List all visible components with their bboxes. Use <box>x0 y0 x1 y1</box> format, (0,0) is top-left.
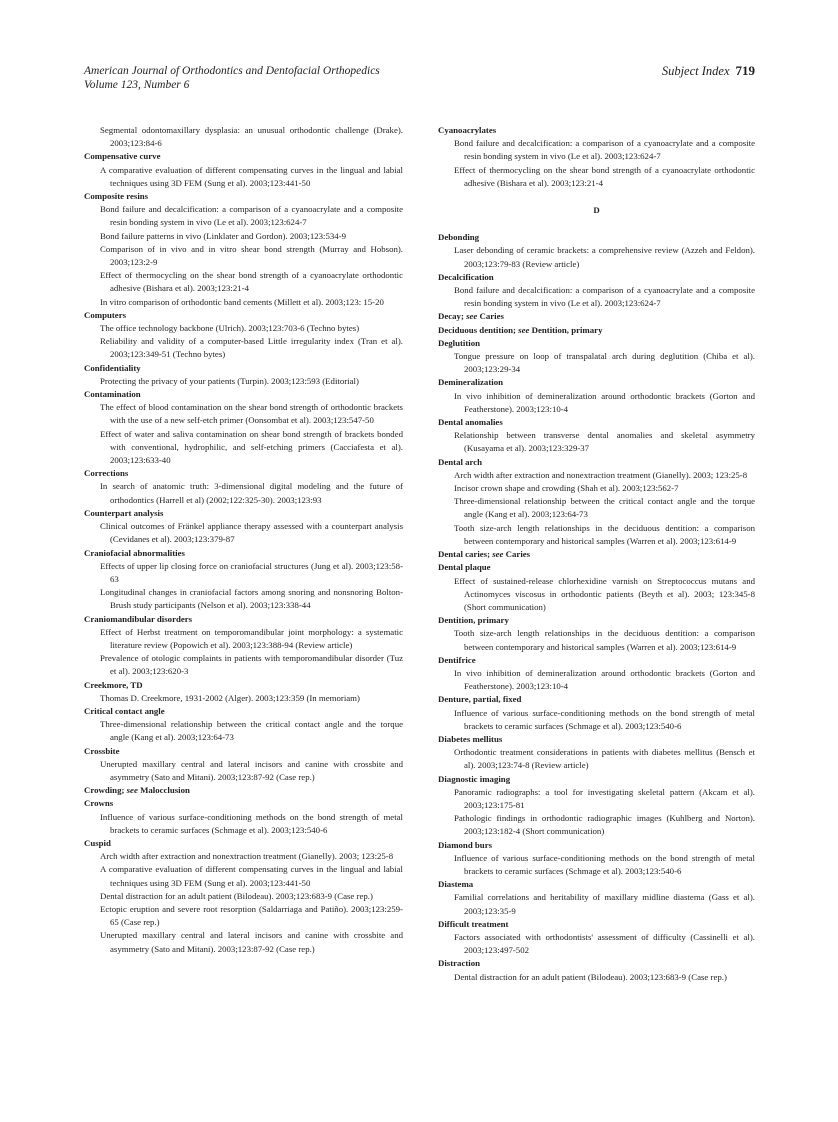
index-term <box>438 231 755 244</box>
index-term-label: Crossbite <box>84 745 120 756</box>
see-reference-keyword: see <box>466 311 478 322</box>
index-term <box>84 613 403 626</box>
index-entry: Thomas D. Creekmore, 1931-2002 (Alger). 2003;123:359 (In memoriam) <box>100 692 360 703</box>
index-entry: Tooth size-arch length relationships in the deciduous dentition: a comparison between contemporary and historical samples (Warren et al). 2003;123:614-9 <box>454 628 755 652</box>
index-entry: Influence of various surface-conditioning methods on the bond strength of metal brackets to ceramic surfaces (Schmage et al). 2003;123:540-6 <box>454 707 755 731</box>
index-entry: In vitro comparison of orthodontic band cements (Millett et al). 2003;123: 15-20 <box>100 296 384 307</box>
see-reference-target: Caries <box>505 549 531 560</box>
index-entry: A comparative evaluation of different compensating curves in the lingual and labial techniques using 3D FEM (Sung et al). 2003;123:441-50 <box>100 164 403 188</box>
index-term <box>84 679 403 692</box>
index-entry: Clinical outcomes of Fränkel appliance therapy assessed with a counterpart analysis (Cevidanes et al). 2003;123:379-87 <box>100 521 403 545</box>
index-term-label: Diastema <box>438 879 474 890</box>
index-term <box>438 839 755 852</box>
index-term-label: Crowding; <box>84 785 125 796</box>
index-entry: Laser debonding of ceramic brackets: a comprehensive review (Azzeh and Feldon). 2003;123:79-83 (Review article) <box>454 245 755 269</box>
index-entries <box>84 718 403 744</box>
index-term-label: Distraction <box>438 958 481 969</box>
index-term <box>438 548 755 561</box>
page-header-right <box>662 63 755 79</box>
index-entries <box>438 931 755 957</box>
index-entry: Tooth size-arch length relationships in the deciduous dentition: a comparison between contemporary and historical samples (Warren et al). 2003;123:614-9 <box>454 522 755 546</box>
index-entry: Familial correlations and heritability of maxillary midline diastema (Gass et al). 2003;123:35-9 <box>454 892 755 916</box>
continued-entry: Segmental odontomaxillary dysplasia: an unusual orthodontic challenge (Drake). 2003;123:84-6 <box>100 125 403 149</box>
right-terms-before-letter <box>438 124 755 190</box>
index-entry: Orthodontic treatment considerations in patients with diabetes mellitus (Bensch et al). 2003;123:74-8 (Review article) <box>454 747 755 771</box>
index-entry: Prevalence of otologic complaints in patients with temporomandibular disorder (Tuz et al). 2003;123:620-3 <box>100 653 403 677</box>
left-terms-list <box>84 150 403 955</box>
page-number: 719 <box>735 63 755 78</box>
index-entry: In vivo inhibition of demineralization around orthodontic brackets (Gorton and Featherstone). 2003;123:10-4 <box>454 390 755 414</box>
index-term <box>438 614 755 627</box>
index-entries <box>84 626 403 679</box>
index-term-label: Dental arch <box>438 456 483 467</box>
section-letter: D <box>593 205 600 216</box>
index-entry: Effect of sustained-release chlorhexidine varnish on Streptococcus mutans and Actinomyces viscosus in orthodontic patients (Beyth et al). 2003; 123:345-8 (Short communication) <box>454 575 755 612</box>
index-entry: Ectopic eruption and severe root resorption (Saldarriaga and Patiño). 2003;123:259-65 (Case rep.) <box>100 903 403 928</box>
see-reference-target: Malocclusion <box>140 785 190 796</box>
index-entries <box>438 852 755 878</box>
index-term-label: Creekmore, TD <box>84 679 143 690</box>
index-entry: Influence of various surface-conditioning methods on the bond strength of metal brackets to ceramic surfaces (Schmage et al). 2003;123:540-6 <box>454 852 755 876</box>
index-entries <box>438 786 755 839</box>
index-term-label: Debonding <box>438 232 480 243</box>
index-entry: Effect of water and saliva contamination on shear bond strength of brackets bonded with conventional, hydrophilic, and self-etching primers (Cacciafesta et al). 2003;123:633-40 <box>100 428 403 466</box>
index-term <box>84 837 403 850</box>
index-entries <box>84 850 403 956</box>
index-entry: Three-dimensional relationship between the critical contact angle and the torque angle (Kang et al). 2003;123:64-73 <box>454 496 755 520</box>
index-term <box>84 705 403 718</box>
index-entries <box>438 627 755 653</box>
index-term <box>438 693 755 706</box>
index-entries <box>438 746 755 772</box>
index-term <box>438 561 755 574</box>
index-term-label: Craniomandibular disorders <box>84 613 193 624</box>
index-term <box>438 376 755 389</box>
index-entry: The office technology backbone (Ulrich). 2003;123:703-6 (Techno bytes) <box>100 323 360 334</box>
index-entry: Effect of thermocycling on the shear bond strength of a cyanoacrylate orthodontic adhesive (Bishara et al). 2003;123:21-4 <box>454 164 755 188</box>
index-entries <box>438 469 755 548</box>
section-title: Subject Index <box>661 64 730 78</box>
index-term-label: Decay; <box>438 311 464 322</box>
left-column <box>84 124 403 956</box>
index-entry: Unerupted maxillary central and lateral incisors and canine with crossbite and asymmetry (Sato and Mitani). 2003;123:87-92 (Case rep.) <box>100 758 403 782</box>
index-entries <box>84 520 403 546</box>
index-term <box>438 271 755 284</box>
index-term <box>438 654 755 667</box>
index-term <box>438 456 755 469</box>
index-entry: Bond failure patterns in vivo (Linklater and Gordon). 2003;123:534-9 <box>100 230 347 241</box>
index-entries <box>438 137 755 190</box>
index-entry: Effect of thermocycling on the shear bond strength of a cyanoacrylate orthodontic adhesive (Bishara et al). 2003;123:21-4 <box>100 270 403 294</box>
index-entry: Bond failure and decalcification: a comparison of a cyanoacrylate and a composite resin bonding system in vivo (Le et al). 2003;123:624-7 <box>100 204 403 228</box>
index-entries <box>438 891 755 917</box>
see-reference-target: Caries <box>479 311 504 322</box>
index-entry: The effect of blood contamination on the shear bond strength of orthodontic brackets with the use of a new self-etch primer (Oonsombat et al). 2003;123:547-50 <box>100 402 403 426</box>
see-reference-target: Dentition, primary <box>531 324 603 335</box>
index-entry: Factors associated with orthodontists' assessment of difficulty (Cassinelli et al). 2003;123:497-502 <box>454 931 755 956</box>
index-term <box>438 337 755 350</box>
index-entry: Pathologic findings in orthodontic radiographic images (Kuhlberg and Norton). 2003;123:182-4 (Short communication) <box>454 813 755 837</box>
index-entries <box>438 971 755 984</box>
index-term-label: Deglutition <box>438 337 481 348</box>
index-entry: Three-dimensional relationship between the critical contact angle and the torque angle (Kang et al). 2003;123:64-73 <box>100 719 403 743</box>
index-term <box>438 416 755 429</box>
index-entry: Relationship between transverse dental anomalies and skeletal asymmetry (Kusayama et al). 2003;123:329-37 <box>454 430 755 454</box>
index-entries <box>84 692 403 705</box>
index-term <box>84 467 403 480</box>
index-term <box>84 745 403 758</box>
index-entry: Reliability and validity of a computer-based Little irregularity index (Tran et al). 2003;123:349-51 (Techno bytes) <box>100 336 403 360</box>
index-term-label: Decalcification <box>438 271 494 282</box>
index-term-label: Counterpart analysis <box>84 507 164 518</box>
index-term-label: Computers <box>84 309 127 320</box>
index-entries <box>84 811 403 837</box>
index-term <box>84 388 403 401</box>
index-term-label: Contamination <box>84 389 141 400</box>
index-entries <box>438 575 755 615</box>
index-term-label: Cyanoacrylates <box>438 125 497 135</box>
index-entry: Protecting the privacy of your patients (Turpin). 2003;123:593 (Editorial) <box>100 375 359 386</box>
index-term <box>84 507 403 520</box>
see-reference-keyword: see <box>518 324 530 335</box>
index-entries <box>84 560 403 613</box>
index-entries <box>438 429 755 455</box>
index-entry: Bond failure and decalcification: a comparison of a cyanoacrylate and a composite resin bonding system in vivo (Le et al). 2003;123:624-7 <box>454 138 755 162</box>
index-entries <box>84 401 403 467</box>
index-term-label: Diagnostic imaging <box>438 773 511 784</box>
index-term-label: Craniofacial abnormalities <box>84 547 185 558</box>
index-term-label: Crowns <box>84 798 114 809</box>
index-entries <box>438 284 755 310</box>
index-term-label: Diamond burs <box>438 839 493 850</box>
index-entries <box>84 480 403 506</box>
index-entries <box>438 350 755 376</box>
index-term <box>438 918 755 931</box>
index-term <box>84 309 403 322</box>
journal-title: American Journal of Orthodontics and Dentofacial Orthopedics <box>84 65 380 77</box>
index-entry: Panoramic radiographs: a tool for investigating skeletal pattern (Akcam et al). 2003;123:175-81 <box>454 786 755 810</box>
index-entry: In vivo inhibition of demineralization around orthodontic brackets (Gorton and Featherstone). 2003;123:10-4 <box>454 667 755 692</box>
index-entries <box>84 375 403 388</box>
index-term-label: Dental caries; <box>438 549 491 560</box>
index-term-label: Confidentiality <box>84 362 141 373</box>
index-entry: Influence of various surface-conditioning methods on the bond strength of metal brackets to ceramic surfaces (Schmage et al). 2003;123:540-6 <box>100 811 403 835</box>
index-term <box>438 957 755 970</box>
right-column <box>438 124 755 984</box>
see-reference-keyword: see <box>126 785 138 796</box>
index-entry: Arch width after extraction and nonextraction treatment (Gianelly). 2003; 123:25-8 <box>100 851 394 862</box>
index-term-label: Critical contact angle <box>84 705 165 716</box>
index-term <box>438 878 755 891</box>
index-entry: Unerupted maxillary central and lateral incisors and canine with crossbite and asymmetry (Sato and Mitani). 2003;123:87-92 (Case rep.) <box>100 930 403 954</box>
index-entry: Bond failure and decalcification: a comparison of a cyanoacrylate and a composite resin bonding system in vivo (Le et al). 2003;123:624-7 <box>454 285 755 309</box>
index-term-label: Compensative curve <box>84 151 161 162</box>
index-term-label: Difficult treatment <box>438 918 509 929</box>
index-entries <box>438 244 755 270</box>
see-reference-keyword: see <box>492 549 504 560</box>
index-entry: Incisor crown shape and crowding (Shah et al). 2003;123:562-7 <box>454 483 679 494</box>
index-term <box>84 190 403 203</box>
index-term <box>438 324 755 337</box>
index-entry: Effects of upper lip closing force on craniofacial structures (Jung et al). 2003;123:58-63 <box>100 560 403 584</box>
index-term <box>84 150 403 163</box>
index-term <box>438 733 755 746</box>
index-entries <box>84 758 403 784</box>
index-entry: Longitudinal changes in craniofacial factors among snoring and nonsnoring Bolton-Brush study participants (Nelson et al). 2003;123:338-44 <box>100 587 403 611</box>
index-entries <box>438 667 755 693</box>
index-entry: Tongue pressure on loop of transpalatal arch during deglutition (Chiba et al). 2003;123:29-34 <box>454 351 755 375</box>
index-term-label: Dental anomalies <box>438 417 503 428</box>
right-terms-list <box>438 231 755 984</box>
journal-header <box>84 64 380 92</box>
index-entry: In search of anatomic truth: 3-dimensional digital modeling and the future of orthodontics (Harrell et al) (2002;122:325-30). 2003;123:93 <box>100 481 403 505</box>
index-term-label: Corrections <box>84 468 129 479</box>
index-entry: Dental distraction for an adult patient (Bilodeau). 2003;123:683-9 (Case rep.) <box>100 890 373 901</box>
index-term-label: Composite resins <box>84 191 149 202</box>
index-entry: Arch width after extraction and nonextraction treatment (Gianelly). 2003; 123:25-8 <box>454 469 748 480</box>
index-entries <box>438 390 755 416</box>
index-term <box>84 797 403 810</box>
index-entries <box>84 164 403 190</box>
index-term-label: Dentifrice <box>438 654 476 665</box>
index-entries <box>84 203 403 309</box>
journal-volume: Volume 123, Number 6 <box>84 79 190 91</box>
index-term-label: Diabetes mellitus <box>438 733 503 744</box>
index-entry: Comparison of in vivo and in vitro shear bond strength (Murray and Hobson). 2003;123:2-9 <box>100 243 403 268</box>
index-term-label: Deciduous dentition; <box>438 324 516 335</box>
index-entries <box>438 707 755 733</box>
index-entries <box>84 322 403 362</box>
index-term <box>438 773 755 786</box>
index-term <box>438 310 755 323</box>
index-entry: Effect of Herbst treatment on temporomandibular joint morphology: a systematic literature review (Popowich et al). 2003;123:388-94 (Review article) <box>100 626 403 650</box>
index-term-label: Dental plaque <box>438 562 491 573</box>
index-term-label: Cuspid <box>84 837 111 848</box>
index-term <box>84 362 403 375</box>
index-term-label: Denture, partial, fixed <box>438 694 522 705</box>
index-entry: A comparative evaluation of different compensating curves in the lingual and labial techniques using 3D FEM (Sung et al). 2003;123:441-50 <box>100 864 403 888</box>
index-entry: Dental distraction for an adult patient (Bilodeau). 2003;123:683-9 (Case rep.) <box>454 971 727 982</box>
index-term <box>438 124 755 137</box>
index-term-label: Demineralization <box>438 377 503 388</box>
index-term <box>84 547 403 560</box>
index-term <box>84 784 403 797</box>
index-term-label: Dentition, primary <box>438 615 509 626</box>
